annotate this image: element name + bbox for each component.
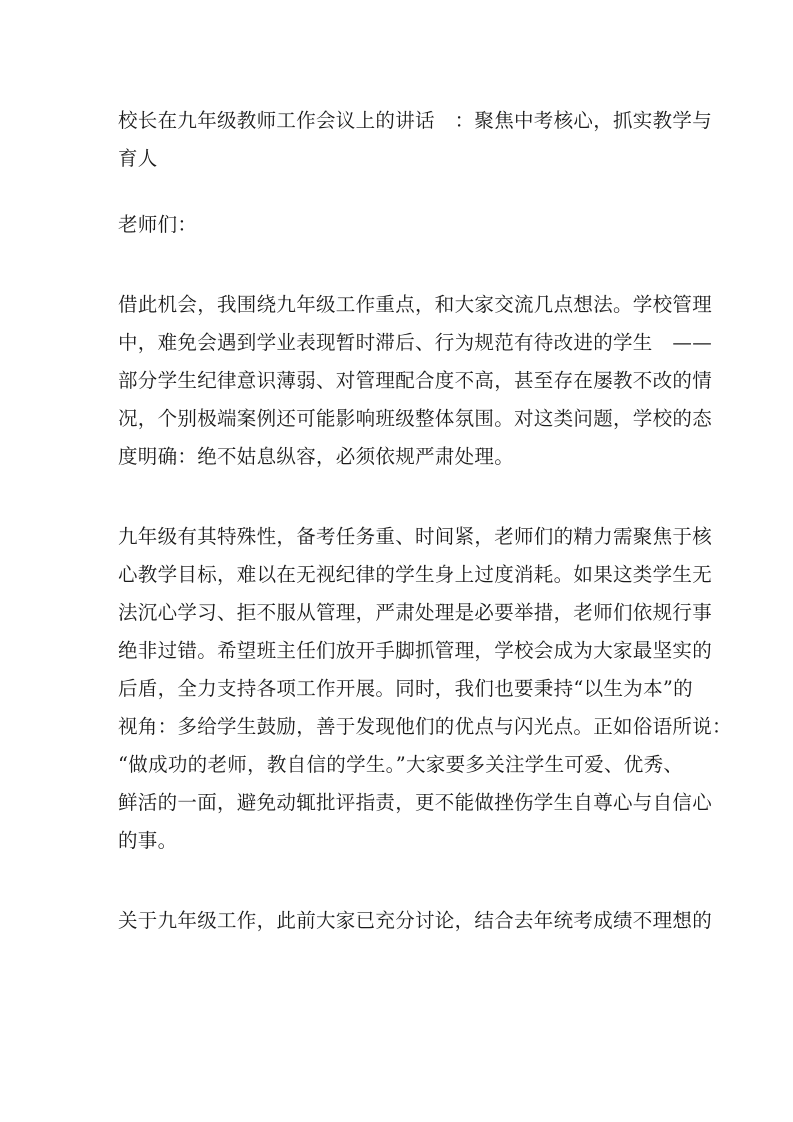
paragraph-line: 九年级有其特殊性，备考任务重、时间紧，老师们的精力需聚焦于核 bbox=[118, 525, 713, 548]
paragraph-line: 况，个别极端案例还可能影响班级整体氛围。对这类问题，学校的态 bbox=[118, 407, 713, 430]
salutation: 老师们： bbox=[118, 213, 198, 236]
document-page bbox=[118, 102, 732, 940]
paragraph-line: 后盾，全力支持各项工作开展。同时，我们也要秉持“以生为本”的 bbox=[118, 677, 693, 700]
paragraph-line: 借此机会，我围绕九年级工作重点，和大家交流几点想法。学校管理 bbox=[118, 293, 713, 316]
paragraph-line: “做成功的老师，教自信的学生。”大家要多关注学生可爱、优秀、 bbox=[118, 753, 684, 776]
paragraph-line: 视角：多给学生鼓励，善于发现他们的优点与闪光点。正如俗语所说： bbox=[118, 715, 732, 738]
document-title bbox=[118, 102, 713, 178]
paragraph-line: 度明确：绝不姑息纵容，必须依规严肃处理。 bbox=[118, 445, 515, 468]
paragraph-line: 关于九年级工作，此前大家已充分讨论，结合去年统考成绩不理想的 bbox=[118, 909, 713, 932]
paragraph-line: 法沉心学习、拒不服从管理，严肃处理是必要举措，老师们依规行事 bbox=[118, 601, 713, 624]
paragraph-line: 的事。 bbox=[118, 829, 178, 852]
paragraph-2 bbox=[118, 518, 732, 860]
title-line: 校长在九年级教师工作会议上的讲话 ：聚焦中考核心，抓实教学与 bbox=[118, 109, 713, 132]
paragraph-3 bbox=[118, 902, 713, 940]
paragraph-line: 绝非过错。希望班主任们放开手脚抓管理，学校会成为大家最坚实的 bbox=[118, 639, 713, 662]
title-line: 育人 bbox=[118, 147, 158, 170]
paragraph-line: 部分学生纪律意识薄弱、对管理配合度不高，甚至存在屡教不改的情 bbox=[118, 369, 713, 392]
paragraph-line: 心教学目标，难以在无视纪律的学生身上过度消耗。如果这类学生无 bbox=[118, 563, 713, 586]
paragraph-line: 中，难免会遇到学业表现暂时滞后、行为规范有待改进的学生 —— bbox=[118, 331, 713, 354]
paragraph-1 bbox=[118, 286, 713, 476]
paragraph-line: 鲜活的一面，避免动辄批评指责，更不能做挫伤学生自尊心与自信心 bbox=[118, 791, 713, 814]
